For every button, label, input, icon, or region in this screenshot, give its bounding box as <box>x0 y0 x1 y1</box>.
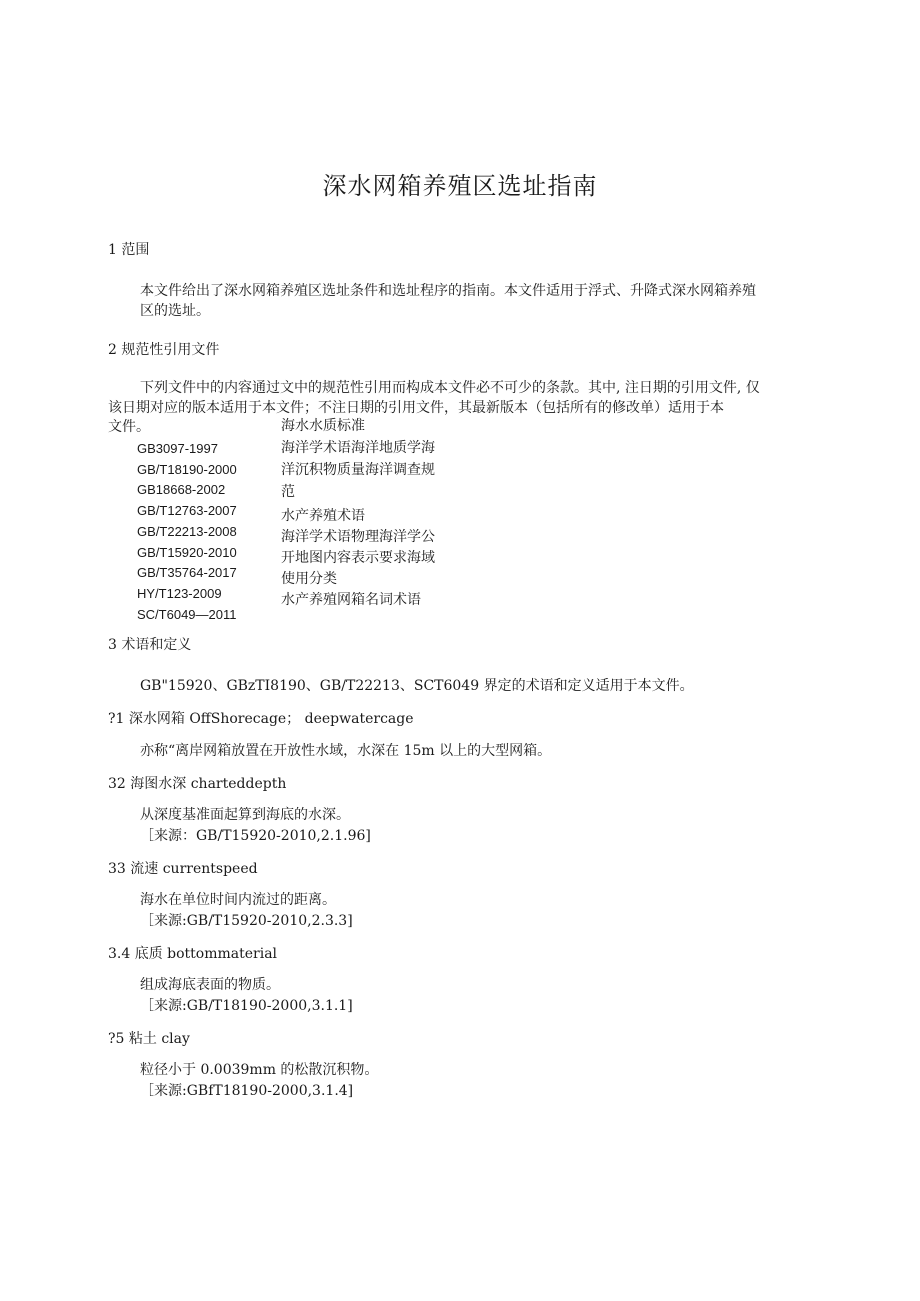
term-definition: 亦称“离岸网箱放置在开放性水域，水深在 15m 以上的大型网箱。 <box>140 743 552 759</box>
reference-name: 范 <box>281 484 295 500</box>
reference-code: GB/T22213-2008 <box>137 523 237 539</box>
reference-name: 水产养殖网箱名词术语 <box>281 592 421 608</box>
section-1-paragraph-line-1: 本文件给出了深水网箱养殖区选址条件和选址程序的指南。本文件适用于浮式、升降式深水网箱养殖 <box>140 283 756 299</box>
term-source: ［来源:GB/T18190-2000,3.1.1] <box>140 998 353 1014</box>
reference-code: GB3097-1997 <box>137 441 218 456</box>
term-source: ［来源:GBfT18190-2000,3.1.4] <box>140 1083 354 1099</box>
section-3-paragraph: GB"15920、GBzTI8190、GB/T22213、SCT6049 界定的术语和定义适用于本文件。 <box>140 678 694 694</box>
reference-code: GB/T12763-2007 <box>137 503 237 519</box>
reference-name: 海洋学术语物理海洋学公 <box>281 529 435 545</box>
term-heading: ?5 粘土 clay <box>108 1031 190 1047</box>
term-heading: ?1 深水网箱 OffShorecage； deepwatercage <box>108 711 414 727</box>
term-heading: 33 流速 currentspeed <box>108 861 258 877</box>
reference-name: 海水水质标准 <box>281 418 365 434</box>
term-definition: 粒径小于 0.0039mm 的松散沉积物。 <box>140 1062 379 1078</box>
reference-name: 开地图内容表示要求海域 <box>281 550 435 566</box>
term-heading: 32 海图水深 charteddepth <box>108 776 287 792</box>
reference-name: 洋沉积物质量海洋调查规 <box>281 462 435 478</box>
section-2-paragraph-line-1: 下列文件中的内容通过文中的规范性引用而构成本文件必不可少的条款。其中, 注日期的引用文件, 仅 <box>140 380 760 396</box>
section-1-paragraph-line-2: 区的选址。 <box>140 303 210 319</box>
document-title: 深水网箱养殖区选址指南 <box>322 172 598 200</box>
section-2-paragraph-line-3: 文件。 <box>108 419 150 435</box>
term-source: ［来源：GB/T15920-2010,2.1.96] <box>140 828 371 844</box>
reference-code: GB/T35764-2017 <box>137 565 237 581</box>
reference-name: 海洋学术语海洋地质学海 <box>281 440 435 456</box>
reference-code: SC/T6049—2011 <box>137 606 237 622</box>
term-source: ［来源:GB/T15920-2010,2.3.3] <box>140 913 353 929</box>
reference-code: GB/T18190-2000 <box>137 461 237 477</box>
term-heading: 3.4 底质 bottommaterial <box>108 946 278 962</box>
section-2-heading: 2 规范性引用文件 <box>108 342 220 358</box>
reference-code: GB18668-2002 <box>137 482 226 498</box>
reference-name: 水产养殖术语 <box>281 508 365 524</box>
section-2-paragraph-line-2: 该日期对应的版本适用于本文件；不注日期的引用文件，其最新版本（包括所有的修改单）适用于本 <box>108 400 724 416</box>
section-1-heading: 1 范围 <box>108 242 150 258</box>
reference-code: HY/T123-2009 <box>137 585 222 601</box>
term-definition: 组成海底表面的物质。 <box>140 977 280 993</box>
term-definition: 从深度基准面起算到海底的水深。 <box>140 807 350 823</box>
reference-name: 使用分类 <box>281 571 337 587</box>
section-3-heading: 3 术语和定义 <box>108 637 192 653</box>
reference-code: GB/T15920-2010 <box>137 544 237 560</box>
term-definition: 海水在单位时间内流过的距离。 <box>140 892 336 908</box>
